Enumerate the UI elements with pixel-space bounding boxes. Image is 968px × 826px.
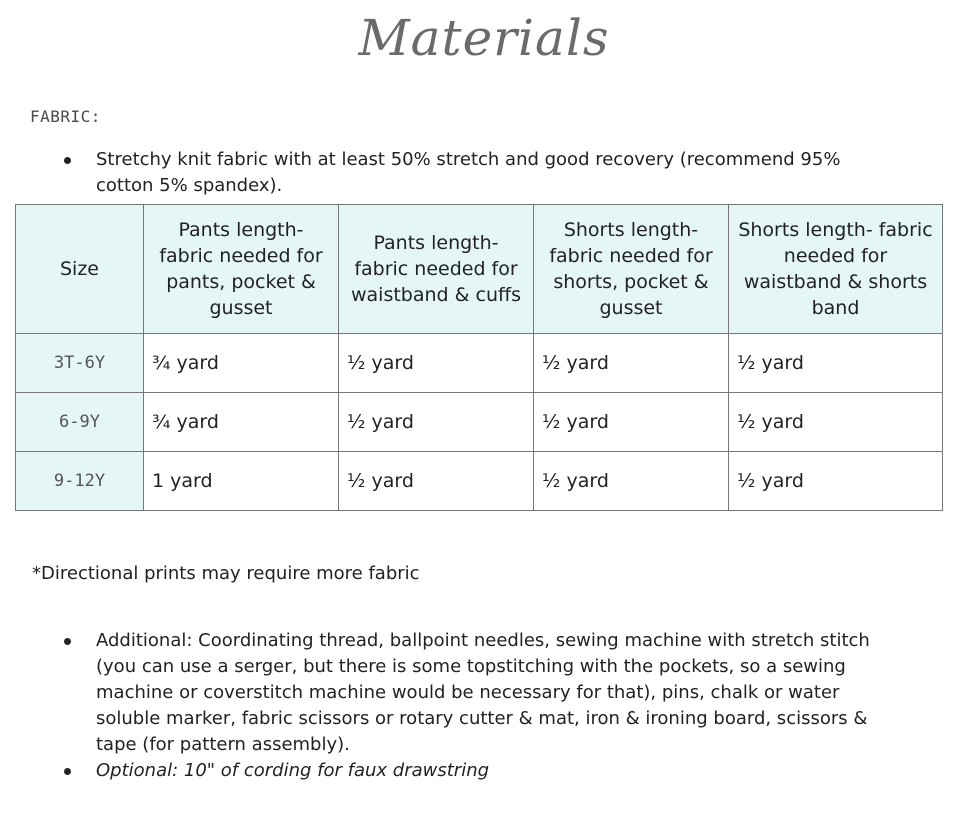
header-shorts-main: Shorts length- fabric needed for shorts, pocket & gusset (534, 205, 729, 334)
table-cell: ½ yard (534, 334, 729, 393)
optional-bullet-item: Optional: 10" of cording for faux drawstring (62, 758, 892, 784)
size-cell: 6-9Y (16, 393, 144, 452)
table-cell: ¾ yard (144, 334, 339, 393)
table-cell: ½ yard (339, 393, 534, 452)
fabric-bullet-item: Stretchy knit fabric with at least 50% stretch and good recovery (recommend 95% cotton 5% spandex). (62, 147, 882, 199)
header-size: Size (16, 205, 144, 334)
table-cell: ¾ yard (144, 393, 339, 452)
header-shorts-waistband: Shorts length- fabric needed for waistband & shorts band (729, 205, 943, 334)
table-cell: ½ yard (339, 452, 534, 511)
size-cell: 9-12Y (16, 452, 144, 511)
table-cell: ½ yard (339, 334, 534, 393)
fabric-section-label: FABRIC: (30, 107, 101, 126)
additional-bullet-item: Additional: Coordinating thread, ballpoint needles, sewing machine with stretch stitch (you can use a serger, but there is some topstitching with the pockets, so a sewing machine or coverstitch machine would be necessary for that), pins, chalk or water soluble marker, fabric scissors or rotary cutter & mat, iron & ironing board, scissors & tape (for pattern assembly). (62, 628, 892, 758)
table-header-row (16, 205, 943, 334)
fabric-bullet-list (62, 147, 882, 199)
header-pants-main: Pants length- fabric needed for pants, pocket & gusset (144, 205, 339, 334)
table-cell: 1 yard (144, 452, 339, 511)
directional-prints-note: *Directional prints may require more fabric (32, 563, 420, 584)
table-row (16, 334, 943, 393)
table-cell: ½ yard (534, 393, 729, 452)
table-cell: ½ yard (729, 334, 943, 393)
table-cell: ½ yard (729, 393, 943, 452)
header-pants-waistband: Pants length- fabric needed for waistband & cuffs (339, 205, 534, 334)
additional-bullet-list (62, 628, 892, 784)
table-cell: ½ yard (534, 452, 729, 511)
table-cell: ½ yard (729, 452, 943, 511)
page-title: Materials (358, 9, 610, 67)
table-row (16, 452, 943, 511)
fabric-requirements-table (15, 204, 943, 511)
table-row (16, 393, 943, 452)
size-cell: 3T-6Y (16, 334, 144, 393)
